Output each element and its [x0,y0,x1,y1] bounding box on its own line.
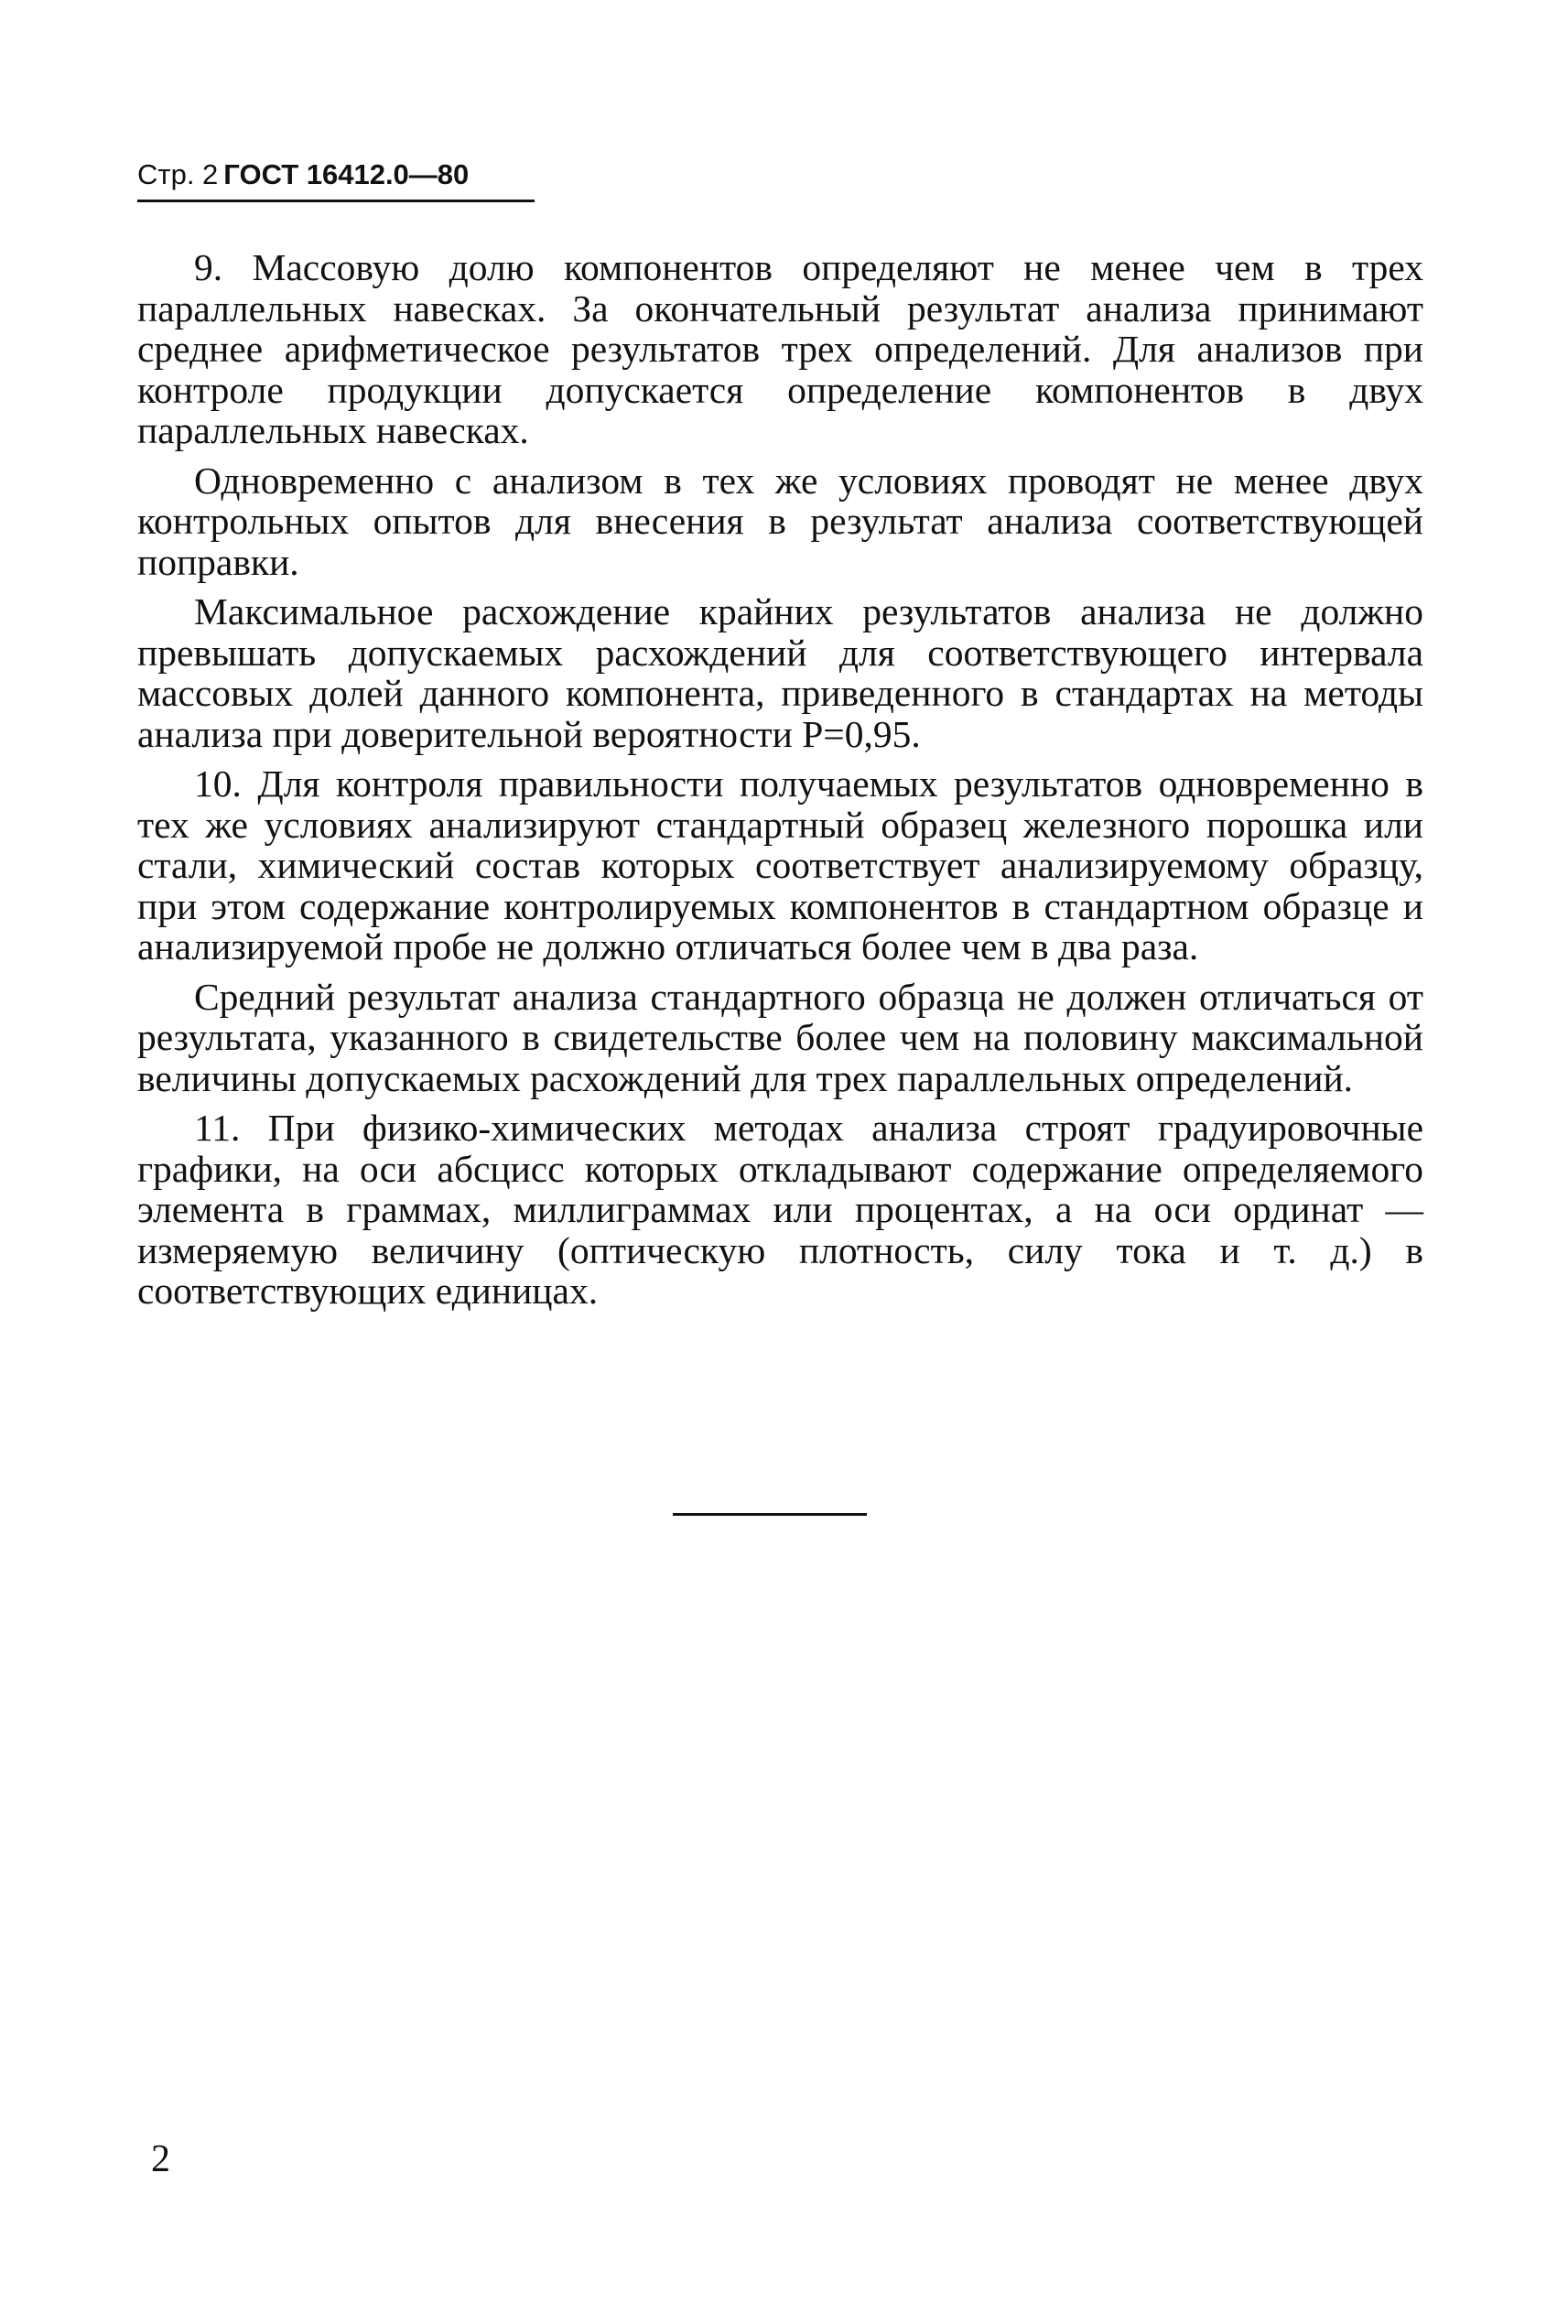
paragraph-control-experiments: Одновременно с анализом в тех же условиях проводят не менее двух контрольных опытов для внесения в результат анализа соответствующей поправки. [137,459,1423,583]
page-header [137,154,535,202]
paragraph-10: 10. Для контроля правильности получаемых результатов одновременно в тех же условиях анализируют стандартный образец железного порошка или стали, химический состав которых соответствует анализируемому образцу, при этом содержание контролируемых компонентов в стандартном образце и анализируемой пробе не должно отличаться более чем в два раза. [137,762,1423,967]
page-label: Стр. 2 [137,158,219,190]
page-number: 2 [151,2138,170,2180]
document-body [137,247,1423,1312]
paragraph-max-discrepancy: Максимальное расхождение крайних результатов анализа не должно превышать допускаемых расхождений для соответствующего интервала массовых долей данного компонента, приведенного в стандартах на методы анализа при доверительной вероятности Р=0,95. [137,590,1423,755]
paragraph-9: 9. Массовую долю компонентов определяют не менее чем в трех параллельных навесках. За окончательный результат анализа принимают среднее арифметическое результатов трех определений. Для анализов при контроле продукции допускается определение компонентов в двух параллельных навесках. [137,246,1423,451]
end-of-text-rule [673,1513,867,1516]
paragraph-standard-sample-result: Средний результат анализа стандартного образца не должен отличаться от результата, указанного в свидетельстве более чем на половину максимальной величины допускаемых расхождений для трех параллельных определений. [137,975,1423,1099]
document-number: ГОСТ 16412.0—80 [223,158,470,190]
paragraph-11: 11. При физико-химических методах анализа строят градуировочные графики, на оси абсцисс которых откладывают содержание определяемого элемента в граммах, миллиграммах или процентах, а на оси ординат — измеряемую величину (оптическую плотность, силу тока и т. д.) в соответствующих единицах. [137,1107,1423,1312]
